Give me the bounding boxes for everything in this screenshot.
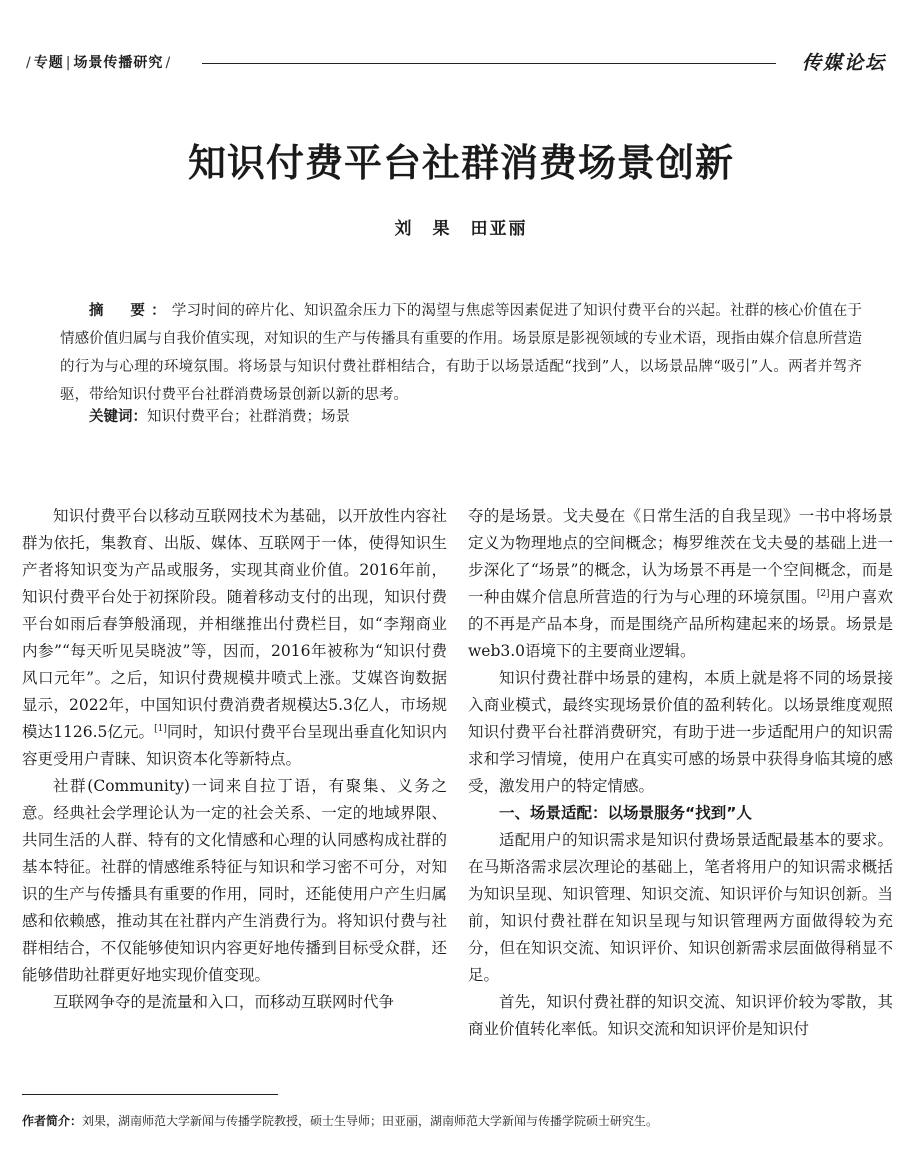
keywords-text: 知识付费平台；社群消费；场景 xyxy=(147,409,350,425)
abstract-text: 学习时间的碎片化、知识盈余压力下的渴望与焦虑等因素促进了知识付费平台的兴起。社群的核心价值在于情感价值归属与自我价值实现，对知识的生产与传播具有重要的作用。场景原是影视领域的专业术语，现指由媒介信息所营造的行为与心理的环境氛围。将场景与知识付费社群相结合，有助于以场景适配“找到”人，以场景品牌“吸引”人。两者并驾齐驱，带给知识付费平台社群消费场景创新以新的思考。 xyxy=(60,303,863,403)
article-title: 知识付费平台社群消费场景创新 xyxy=(187,140,734,185)
paragraph-3: 互联网争夺的是流量和入口，而移动互联网时代争 xyxy=(53,993,395,1011)
paragraph-3-tail: 用户喜欢的不再是产品本身，而是围绕产品所构建起来的场景。场景是web3.0语境下的主要商业逻辑。 xyxy=(468,588,893,660)
paragraph-3-continued xyxy=(468,503,893,665)
keywords-label: 关键词： xyxy=(89,409,147,425)
footnote-label: 作者简介： xyxy=(22,1114,83,1128)
paragraph-1 xyxy=(22,503,447,773)
subsection-name: 场景传播研究 xyxy=(73,55,164,71)
section-label: / 专题 | 场景传播研究 / xyxy=(26,55,172,71)
running-header xyxy=(24,48,886,78)
body-column-left xyxy=(22,503,447,1016)
paragraph-2: 社群(Community)一词来自拉丁语，有聚集、义务之意。经典社会学理论认为一定的社会关系、一定的地域界限、共同生活的人群、特有的文化情感和心理的认同感构成社群的基本特征。社群的情感维系特征与知识和学习密不可分，对知识的生产与传播具有重要的作用，同时，还能使用户产生归属感和依赖感，推动其在社群内产生消费行为。将知识付费与社群相结合，不仅能够使知识内容更好地传播到目标受众群，还能够借助社群更好地实现价值变现。 xyxy=(22,777,447,984)
paragraph-4: 知识付费社群中场景的建构，本质上就是将不同的场景接入商业模式，最终实现场景价值的盈利转化。以场景维度观照知识付费平台社群消费研究，有助于进一步适配用户的知识需求和学习情境，使用户在真实可感的场景中获得身临其境的感受，激发用户的特定情感。 xyxy=(468,669,893,795)
header-rule xyxy=(202,63,776,64)
paragraph-1-text: 知识付费平台以移动互联网技术为基础，以开放性内容社群为依托，集教育、出版、媒体、互联网于一体，使得知识生产者将知识变为产品或服务，实现其商业价值。2016年前，知识付费平台处于初探阶段。随着移动支付的出现，知识付费平台如雨后春笋般涌现，并相继推出付费栏目，如“李翔商业内参”“每天听见吴晓波”等，因而，2016年被称为“知识付费风口元年”。之后，知识付费规模井喷式上涨。艾媒咨询数据显示，2022年，中国知识付费消费者规模达5.3亿人，市场规模达1126.5亿元。 xyxy=(22,507,447,741)
paragraph-6: 首先，知识付费社群的知识交流、知识评价较为零散，其商业价值转化率低。知识交流和知识评价是知识付 xyxy=(468,993,893,1038)
abstract-label: 摘 要： xyxy=(89,303,172,319)
paragraph-5: 适配用户的知识需求是知识付费场景适配最基本的要求。在马斯洛需求层次理论的基础上，笔者将用户的知识需求概括为知识呈现、知识管理、知识交流、知识评价与知识创新。当前，知识付费社群在知识呈现与知识管理两方面做得较为充分，但在知识交流、知识评价、知识创新需求层面做得稍显不足。 xyxy=(468,831,893,984)
citation-1: [1] xyxy=(154,723,167,734)
section-heading-1: 一、场景适配：以场景服务“找到”人 xyxy=(499,804,752,822)
article-authors: 刘 果 田亚丽 xyxy=(394,219,528,239)
section-name: 专题 xyxy=(33,55,64,71)
body-column-right xyxy=(468,503,893,1043)
paragraph-3-cont-text: 夺的是场景。戈夫曼在《日常生活的自我呈现》一书中将场景定义为物理地点的空间概念；梅罗维茨在戈夫曼的基础上进一步深化了“场景”的概念，认为场景不再是一个空间概念，而是一种由媒介信息所营造的行为与心理的环境氛围。 xyxy=(468,507,893,606)
journal-name: 传媒论坛 xyxy=(801,52,886,74)
footnote-text: 刘果，湖南师范大学新闻与传播学院教授，硕士生导师；田亚丽，湖南师范大学新闻与传播学院硕士研究生。 xyxy=(82,1114,659,1128)
keywords xyxy=(60,403,862,431)
paragraph-1-tail: 同时，知识付费平台呈现出垂直化知识内容更受用户青睐、知识资本化等新特点。 xyxy=(22,723,447,768)
author-footnote xyxy=(22,1111,902,1131)
citation-2: [2] xyxy=(816,588,830,599)
abstract xyxy=(60,297,862,409)
footnote-rule xyxy=(22,1094,278,1095)
